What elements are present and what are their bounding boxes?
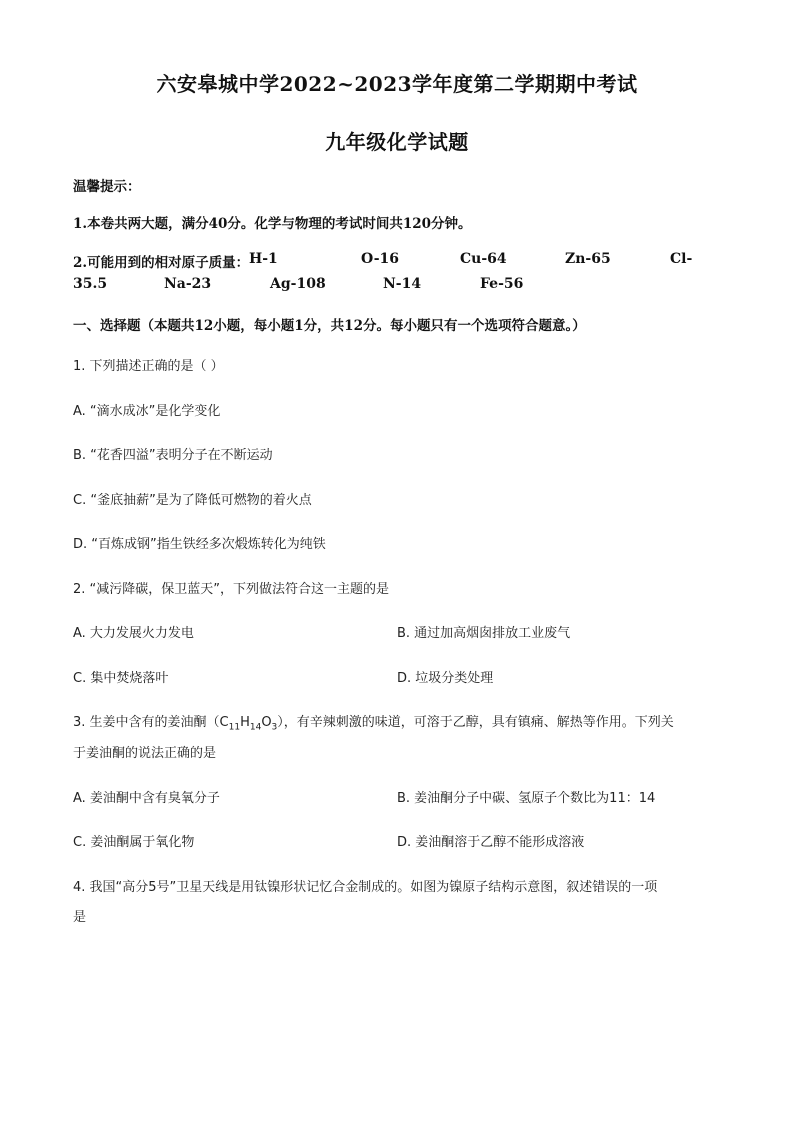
atomic-mass: N-14: [383, 276, 422, 292]
atomic-mass: Zn-65: [565, 251, 611, 267]
atomic-mass: 35.5: [73, 276, 108, 292]
question-2-option-a: A. 大力发展火力发电: [73, 626, 194, 641]
notice-heading: 温馨提示：: [73, 179, 141, 195]
question-4-stem-line-2: 是: [73, 910, 87, 925]
question-4-stem: 4. 我国“高分5号”卫星天线是用钛镍形状记忆合金制成的。如图为镍原子结构示意图，叙述错误的一项: [73, 880, 658, 895]
atomic-mass: H-1: [249, 251, 278, 267]
atomic-mass: O-16: [361, 251, 400, 267]
question-2-option-c: C. 集中焚烧落叶: [73, 671, 169, 686]
section-1-heading: 一、选择题（本题共12小题，每小题1分，共12分。每小题只有一个选项符合题意。）: [73, 318, 586, 334]
question-1-stem: 1. 下列描述正确的是（ ）: [73, 359, 224, 374]
notice-item-2-label: 2.可能用到的相对原子质量：: [73, 255, 250, 271]
atomic-mass: Fe-56: [480, 276, 524, 292]
question-2-stem: 2. “减污降碳，保卫蓝天”，下列做法符合这一主题的是: [73, 582, 390, 597]
question-3-option-d: D. 姜油酮溶于乙醇不能形成溶液: [397, 835, 585, 850]
question-1-option-d: D. “百炼成钢”指生铁经多次煅炼转化为纯铁: [73, 537, 326, 552]
question-3-option-c: C. 姜油酮属于氧化物: [73, 835, 195, 850]
exam-title: 六安皋城中学2022~2023学年度第二学期期中考试: [156, 72, 638, 96]
question-3-option-b: B. 姜油酮分子中碳、氢原子个数比为11：14: [397, 791, 656, 806]
question-1-option-b: B. “花香四溢”表明分子在不断运动: [73, 448, 273, 463]
atomic-mass: Cl-: [670, 251, 693, 267]
question-2-option-b: B. 通过加高烟囱排放工业废气: [397, 626, 571, 641]
exam-subtitle: 九年级化学试题: [325, 130, 469, 154]
question-3-option-a: A. 姜油酮中含有臭氧分子: [73, 791, 220, 806]
atomic-mass: Cu-64: [460, 251, 507, 267]
atomic-mass: Na-23: [164, 276, 212, 292]
atomic-mass: Ag-108: [270, 276, 326, 292]
question-1-option-a: A. “滴水成冰”是化学变化: [73, 404, 221, 419]
notice-item-1: 1.本卷共两大题，满分40分。化学与物理的考试时间共120分钟。: [73, 216, 472, 232]
question-3-stem-line-2: 于姜油酮的说法正确的是: [73, 746, 217, 761]
question-3-stem: 3. 生姜中含有的姜油酮$(C_{11}H_{14}O_3)$，有辛辣刺激的味道，可溶于乙醇，具有镇痛、解热等作用。下列关: [73, 715, 674, 733]
question-1-option-c: C. “釜底抽薪”是为了降低可燃物的着火点: [73, 493, 312, 508]
question-2-option-d: D. 垃圾分类处理: [397, 671, 494, 686]
